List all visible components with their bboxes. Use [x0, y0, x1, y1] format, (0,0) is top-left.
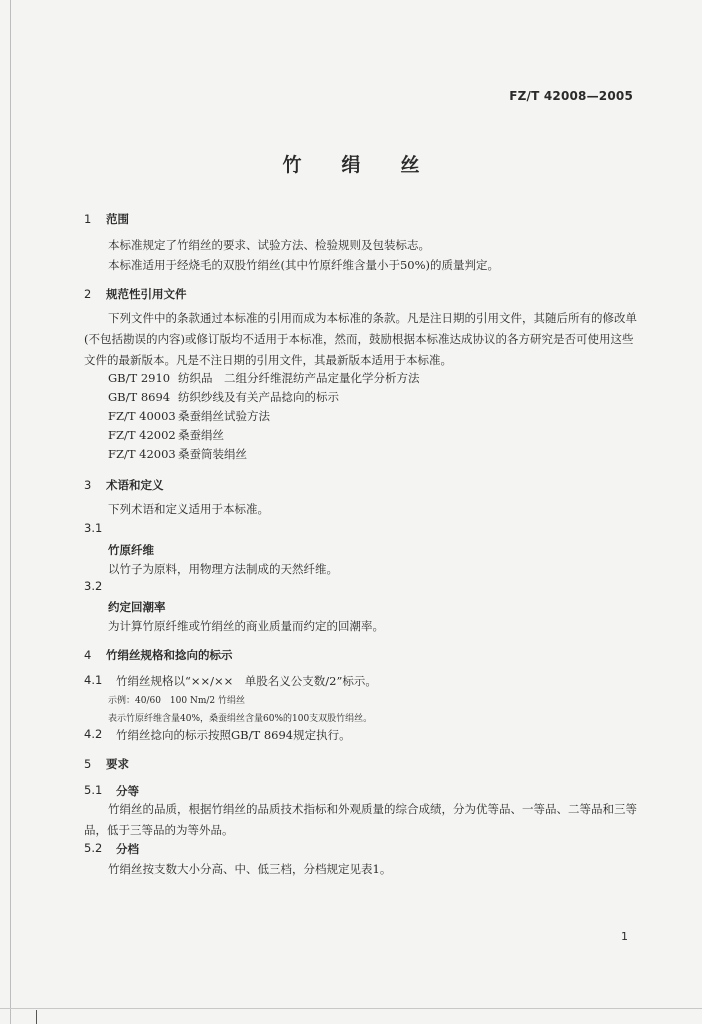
- item-5-2-number: 5.2: [84, 841, 103, 855]
- reference-title: 桑蚕绢丝: [178, 428, 224, 442]
- reference-code: GB/T 2910: [108, 371, 171, 385]
- section-5-number: 5: [84, 757, 92, 771]
- reference-code: FZ/T 42002: [108, 428, 176, 442]
- scan-tick: [36, 1010, 37, 1024]
- example-note: 表示竹原纤维含量40%，桑蚕绢丝含量60%的100支双股竹绢丝。: [108, 714, 373, 724]
- section-4-heading: [84, 647, 233, 663]
- section-1-para-1: 本标准规定了竹绢丝的要求、试验方法、检验规则及包装标志。: [108, 238, 430, 252]
- reference-item: [108, 427, 224, 443]
- reference-code: FZ/T 42003: [108, 447, 176, 461]
- item-5-1-title: 分等: [116, 784, 139, 798]
- term-2-definition: 为计算竹原纤维或竹绢丝的商业质量而约定的回潮率。: [108, 619, 384, 633]
- item-4-2-text: 竹绢丝捻向的标示按照GB/T 8694规定执行。: [116, 728, 351, 742]
- section-2-heading: [84, 286, 187, 302]
- reference-code: FZ/T 40003: [108, 409, 176, 423]
- item-4-2-number: 4.2: [84, 727, 103, 741]
- reference-item: [108, 370, 420, 386]
- section-1-number: 1: [84, 212, 92, 226]
- section-3-intro: 下列术语和定义适用于本标准。: [108, 502, 269, 516]
- reference-item: [108, 408, 270, 424]
- item-5-1-number: 5.1: [84, 783, 103, 797]
- item-4-1-number: 4.1: [84, 673, 103, 687]
- reference-item: [108, 446, 247, 462]
- item-5-1-text: 竹绢丝的品质，根据竹绢丝的品质技术指标和外观质量的综合成绩，分为优等品、一等品、二等品和三等品，低于三等品的为等外品。: [84, 802, 637, 837]
- standard-code: FZ/T 42008—2005: [509, 89, 633, 103]
- reference-title: 纺织纱线及有关产品捻向的标示: [178, 390, 339, 404]
- reference-title: 纺织品 二组分纤维混纺产品定量化学分析方法: [178, 371, 420, 385]
- section-4-number: 4: [84, 648, 92, 662]
- reference-title: 桑蚕绢丝试验方法: [178, 409, 270, 423]
- section-1-title: 范围: [106, 212, 129, 226]
- item-5-2-title: 分档: [116, 842, 139, 856]
- reference-code: GB/T 8694: [108, 390, 171, 404]
- section-5-title: 要求: [106, 757, 129, 771]
- item-4-1-text: 竹绢丝规格以“××/×× 单股名义公支数/2”标示。: [116, 674, 377, 688]
- term-2-number: 3.2: [84, 579, 103, 593]
- item-5-2-text: 竹绢丝按支数大小分高、中、低三档，分档规定见表1。: [108, 862, 392, 876]
- example-label: 示例：40/60 100 Nm/2 竹绢丝: [108, 696, 246, 706]
- section-3-title: 术语和定义: [106, 478, 164, 492]
- section-3-heading: [84, 477, 164, 493]
- document-title: 竹绢丝: [282, 154, 460, 176]
- section-2-title: 规范性引用文件: [106, 287, 187, 301]
- section-3-number: 3: [84, 478, 92, 492]
- term-1-name: 竹原纤维: [108, 543, 154, 557]
- section-2-number: 2: [84, 287, 92, 301]
- term-1-number: 3.1: [84, 521, 103, 535]
- term-2-name: 约定回潮率: [108, 600, 166, 614]
- section-5-heading: [84, 756, 129, 772]
- section-2-para: 下列文件中的条款通过本标准的引用而成为本标准的条款。凡是注日期的引用文件，其随后所有的修改单(不包括勘误的内容)或修订版均不适用于本标准，然而，鼓励根据本标准达成协议的各方研究是否可使用这些文件的最新版本。凡是不注日期的引用文件，其最新版本适用于本标准。: [84, 311, 637, 367]
- section-4-title: 竹绢丝规格和捻向的标示: [106, 648, 233, 662]
- section-1-heading: [84, 211, 129, 227]
- page-number: 1: [621, 930, 628, 943]
- reference-title: 桑蚕筒装绢丝: [178, 447, 247, 461]
- reference-item: [108, 389, 339, 405]
- scan-edge-bottom: [0, 1008, 702, 1009]
- section-1-para-2: 本标准适用于经烧毛的双股竹绢丝(其中竹原纤维含量小于50%)的质量判定。: [108, 258, 500, 272]
- term-1-definition: 以竹子为原料，用物理方法制成的天然纤维。: [108, 562, 338, 576]
